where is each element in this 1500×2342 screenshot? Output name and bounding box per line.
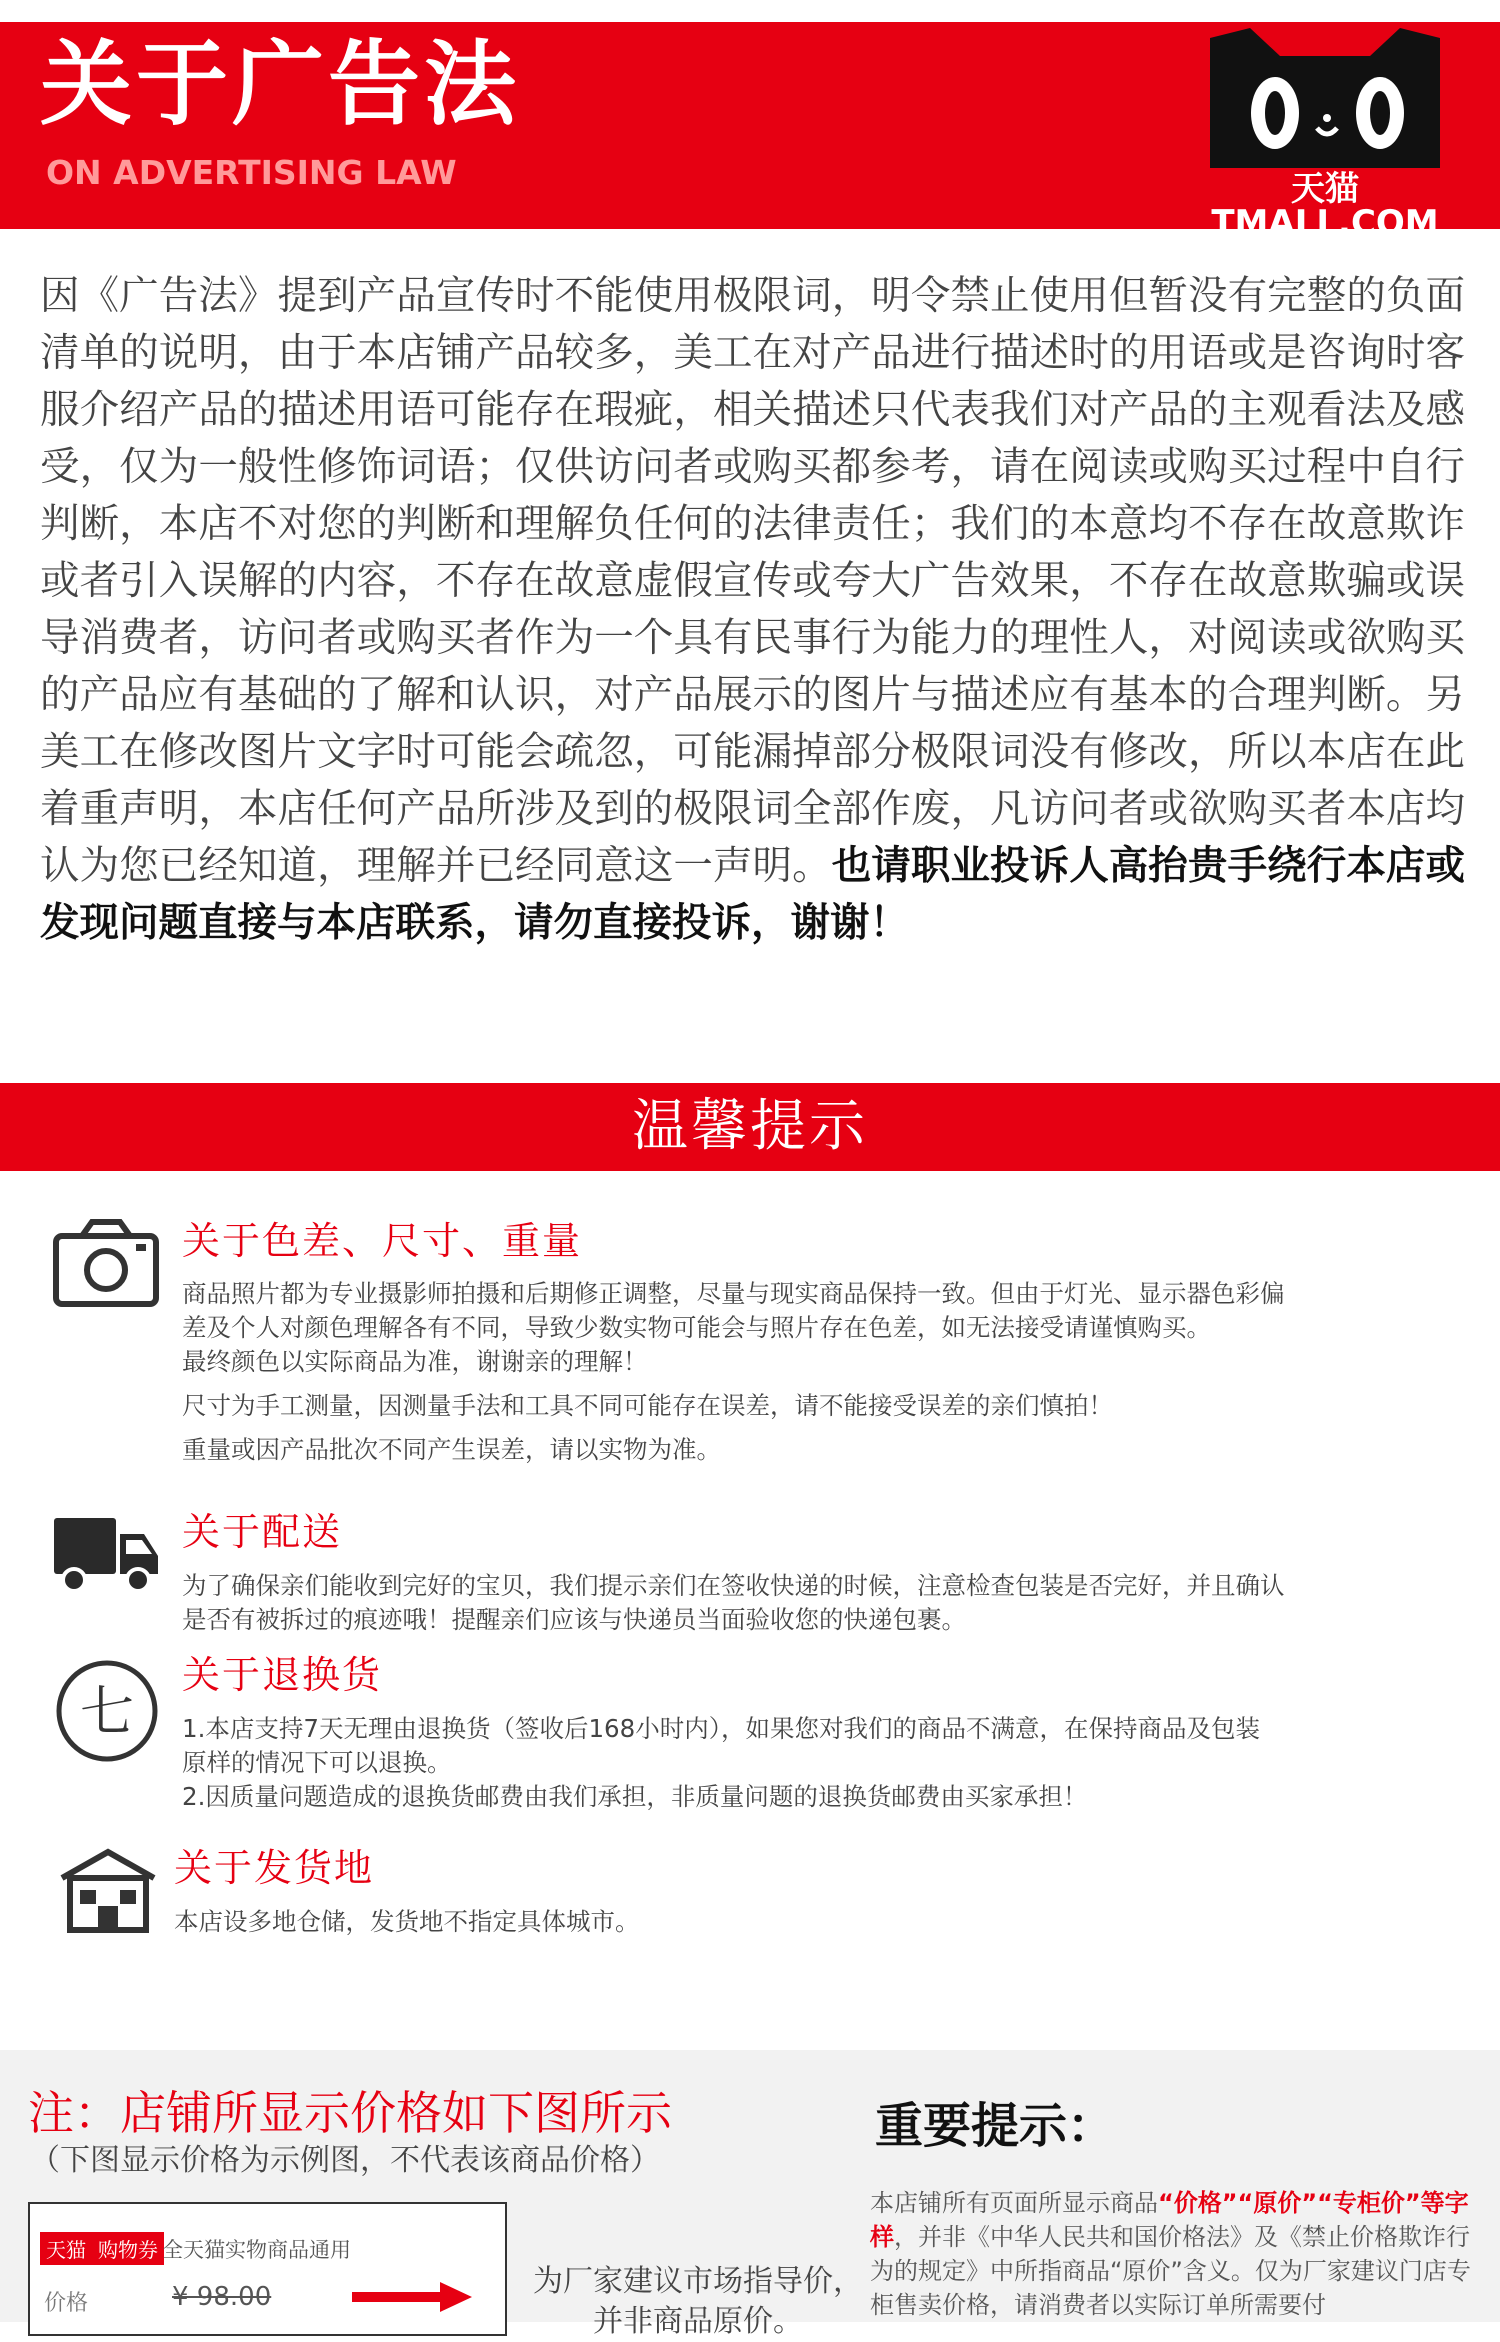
text-line: 原样的情况下可以退换。 [182,1748,452,1777]
statement-text: 因《广告法》提到产品宣传时不能使用极限词，明令禁止使用但暂没有完整的负面清单的说明，由于本店铺产品较多，美工在对产品进行描述时的用语或是咨询时客服介绍产品的描述用语可能存在瑕疵，相关描述只代表我们对产品的主观看法及感受，仅为一般性修饰词语；仅供访问者或购买都参考，请在阅读或购买过程中自行判断，本店不对您的判断和理解负任何的法律责任；我们的本意均不存在故意欺诈或者引入误解的内容，不存在故意虚假宣传或夸大广告效果，不存在故意欺骗或误导消费者，访问者或购买者作为一个具有民事行为能力的理性人，对阅读或欲购买的产品应有基础的了解和认识，对产品展示的图片与描述应有基本的合理判断。另美工在修改图片文字时可能会疏忽，可能漏掉部分极限词没有修改，所以本店在此着重声明，本店任何产品所涉及到的极限词全部作废，凡访问者或欲购买者本店均认为您已经知道，理解并已经同意这一声明。 [40,273,1465,889]
text-line: 最终颜色以实际商品为准，谢谢亲的理解！ [182,1347,648,1376]
section-text-returns [182,1712,1500,1814]
page-subtitle: ON ADVERTISING LAW [46,153,457,192]
section-text-color [182,1277,1500,1467]
notice-bar: 温馨提示 [0,1083,1500,1171]
text-line: 1.本店支持7天无理由退换货（签收后168小时内），如果您对我们的商品不满意，在保持商品及包装 [182,1714,1260,1743]
important-text-highlight: “价格”“原价”“专柜价”等字样 [870,2189,1469,2251]
text-line: 是否有被拆过的痕迹哦！提醒亲们应该与快递员当面验收您的快递包裹。 [182,1605,966,1634]
truck-icon [52,1512,162,1596]
advertising-law-statement [40,268,1465,952]
important-text-prefix: 本店铺所有页面所显示商品 [870,2189,1158,2217]
guide-price-text: 为厂家建议市场指导价，并非商品原价。 [533,2264,863,2339]
text-line: 重量或因产品批次不同产生误差，请以实物为准。 [182,1435,721,1464]
section-title-color: 关于色差、尺寸、重量 [182,1219,583,1263]
coupon-description: 全天猫实物商品通用 [162,2238,351,2262]
price-value: ¥ 98.00 [172,2282,272,2312]
coupon-badge: 购物券 [92,2232,164,2265]
tmall-logo-text: 天猫 TMALL.COM [1211,169,1439,243]
section-title-returns: 关于退换货 [182,1653,383,1697]
section-title-delivery: 关于配送 [182,1510,343,1554]
text-line: 为了确保亲们能收到完好的宝贝，我们提示亲们在签收快递的时候，注意检查包装是否完好，并且确认 [182,1571,1285,1600]
price-example-card [28,2202,507,2336]
tmall-badge: 天猫 [40,2232,92,2265]
section-text-delivery [182,1569,1500,1637]
page-title: 关于广告法 [40,31,521,138]
return-icon-char: 七 [80,1680,134,1743]
important-text-rest: ，并非《中华人民共和国价格法》及《禁止价格欺诈行为的规定》中所指商品“原价”含义。仅为厂家建议门店专柜售卖价格，请消费者以实际订单所需要付 [870,2223,1471,2319]
warehouse-icon [58,1848,158,1934]
section-text-shipping [174,1905,1500,1939]
important-text [870,2186,1475,2322]
price-label: 价格 [44,2291,89,2316]
arrow-right-icon [352,2282,472,2312]
text-line: 本店设多地仓储，发货地不指定具体城市。 [174,1907,640,1936]
text-line: 差及个人对颜色理解各有不同，导致少数实物可能会与照片存在色差，如无法接受请谨慎购买。 [182,1313,1211,1342]
text-line: 商品照片都为专业摄影师拍摄和后期修正调整，尽量与现实商品保持一致。但由于灯光、显示器色彩偏 [182,1279,1285,1308]
section-title-shipping: 关于发货地 [174,1846,375,1890]
price-note-title: 注：店铺所显示价格如下图所示 [28,2086,672,2140]
text-line: 尺寸为手工测量，因测量手法和工具不同可能存在误差，请不能接受误差的亲们慎拍！ [182,1391,1113,1420]
text-line: 2.因质量问题造成的退换货邮费由我们承担，非质量问题的退换货邮费由买家承担！ [182,1782,1088,1811]
important-title: 重要提示： [875,2098,1116,2154]
price-note-subtitle: （下图显示价格为示例图，不代表该商品价格） [30,2143,660,2178]
camera-icon [52,1218,160,1308]
seven-day-return-icon [54,1658,160,1764]
statement-bold-text: 也请职业投诉人高抬贵手绕行本店或发现问题直接与本店联系，请勿直接投诉，谢谢！ [40,843,1466,946]
